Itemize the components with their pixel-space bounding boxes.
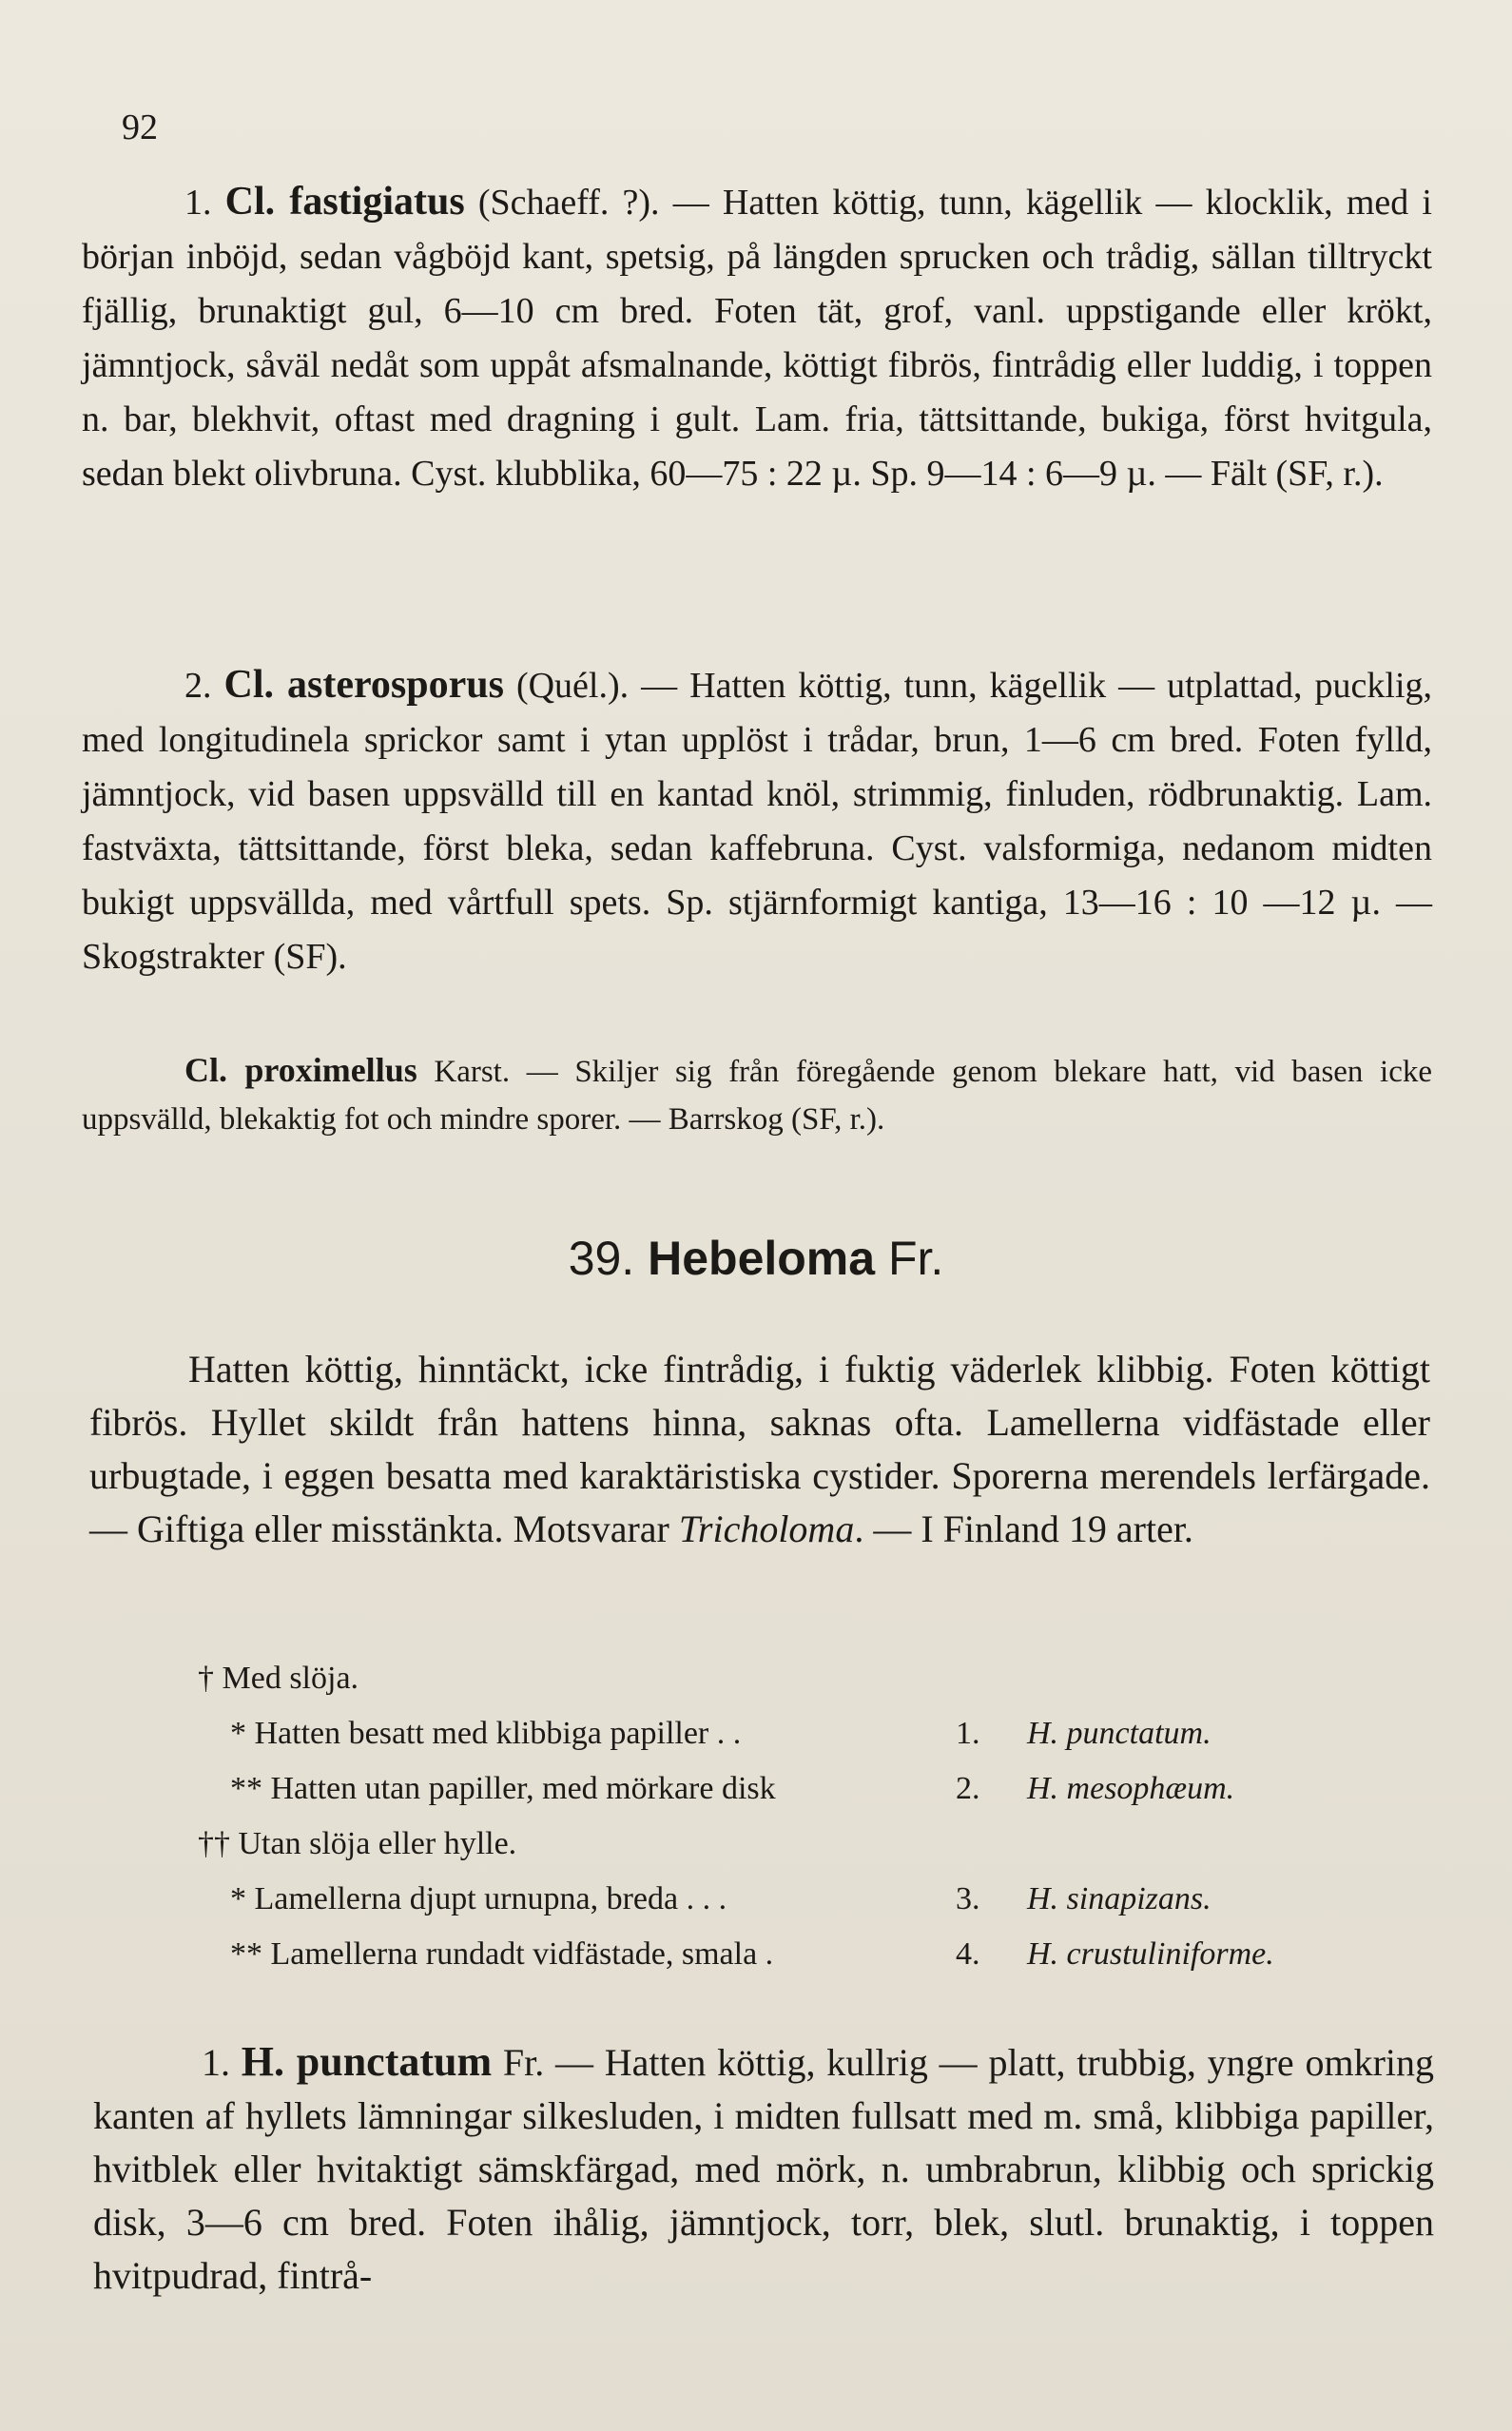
- species-description: Fr. — Hatten köttig, kullrig — platt, trubbig, yngre omkring kanten af hyllets lämningar silkesluden, i midten fullsatt med m. små, klibbiga papiller, hvitblek eller hvitaktigt sämskfärgad, med mörk, n. umbrabrun, klibbig och sprickig disk, 3—6 cm bred. Foten ihålig, jämntjock, torr, blek, slutl. brunaktig, i toppen hvitpudrad, fintrå-: [93, 2041, 1434, 2297]
- entry-number: 1.: [202, 2041, 230, 2084]
- species-name: Cl. proximellus: [184, 1051, 417, 1089]
- key-row: † Med slöja.: [198, 1661, 359, 1696]
- species-entry-fastigiatus: [82, 175, 1432, 501]
- species-name: Cl. asterosporus: [223, 663, 504, 707]
- section-heading: [0, 1231, 1512, 1286]
- species-name: H. punctatum: [241, 2038, 493, 2085]
- document-page: 92 1. Cl. fastigiatus (Schaeff. ?). — Hatten köttig, tunn, kägellik — klocklik, med i början inböjd, sedan vågböjd kant, spetsig, på längden sprucken och trådig, sällan tilltryckt fjällig, brunaktigt gul, 6—10 cm bred. Foten tät, grof, vanl. uppstigande eller krökt, jämntjock, såväl nedåt som uppåt afsmalnande, köttigt fibrös, fintrådig eller luddig, i toppen n. bar, blekhvit, oftast med dragning i gult. Lam. fria, tättsittande, bukiga, först hvitgula, sedan blekt olivbruna. Cyst. klubblika, 60—75 : 22 µ. Sp. 9—14 : 6—9 µ. — Fält (SF, r.). 2. Cl. asterosporus (Quél.). — Hatten köttig, tunn, kägellik — utplattad, pucklig, med longitudinela sprickor samt i ytan upplöst i trådar, brun, 1—6 cm bred. Foten fylld, jämntjock, vid basen uppsvälld till en kantad knöl, strimmig, finluden, rödbrunaktig. Lam. fastväxta, tättsittande, först bleka, sedan kaffebruna. Cyst. valsformiga, nedanom midten bukigt uppsvällda, med vårtfull spets. Sp. stjärnformigt kantiga, 13—16 : 10 —12 µ. — Skogstrakter (SF). Cl. proximellus Karst. — Skiljer sig från föregående genom blekare hatt, vid basen icke uppsvälld, blekaktig fot och mindre sporer. — Barrskog (SF, r.). 39. Hebeloma Fr. Hatten köttig, hinntäckt, icke fintrådig, i fuktig väderlek klibbig. Foten köttigt fibrös. Hyllet skildt från hattens hinna, saknas ofta. Lamellerna vidfästade eller urbugtade, i eggen besatta med karaktäristiska cystider. Sporerna merendels lerfärgade. — Giftiga eller misstänkta. Motsvarar Tricholoma. — I Finland 19 arter. † Med slöja. * Hatten besatt med klibbiga papiller . . 1. H. punctatum. ** Hatten utan papiller, med mörkare disk 2. H. mesophæum. †† Utan slöja eller hylle. * Lamellerna djupt urnupna, breda . . . 3. H. sinapizans. ** Lamellerna rundadt vidfästade, smala . 4. H. crustuliniforme. 1. H. punctatum Fr. — Hatten köttig, kullrig — platt, trubbig, yngre omkring kanten af hyllets lämningar silkesluden, i midten fullsatt med m. små, klibbiga papiller, hvitblek eller hvitaktigt sämskfärgad, med mörk, n. umbrabrun, klibbig och sprickig disk, 3—6 cm bred. Foten ihålig, jämntjock, torr, blek, slutl. brunaktig, i toppen hvitpudrad, fintrå-: [0, 0, 1512, 2431]
- entry-number: 1.: [184, 183, 212, 223]
- species-description: Karst. — Skiljer sig från föregående genom blekare hatt, vid basen icke uppsvälld, blekaktig fot och mindre sporer. — Barrskog (SF, r.).: [82, 1055, 1433, 1137]
- genus-name: Hebeloma: [648, 1232, 876, 1285]
- genus-author: Fr.: [887, 1232, 944, 1285]
- genus-description: [89, 1343, 1430, 1556]
- section-number: 39.: [568, 1232, 635, 1285]
- genus-text: Hatten köttig, hinntäckt, icke fintrådig, i fuktig väderlek klibbig. Foten köttigt fibrös. Hyllet skildt från hattens hinna, saknas ofta. Lamellerna vidfästade eller urbugtade, i eggen besatta med karaktäristiska cystider. Sporerna merendels lerfärgade. — Giftiga eller misstänkta. Motsvarar: [89, 1348, 1430, 1550]
- species-entry-punctatum: [93, 2035, 1434, 2303]
- species-name: Cl. fastigiatus: [224, 180, 465, 224]
- species-description: (Quél.). — Hatten köttig, tunn, kägellik — utplattad, pucklig, med longitudinela sprickor samt i ytan upplöst i trådar, brun, 1—6 cm bred. Foten fylld, jämntjock, vid basen uppsvälld till en kantad knöl, strimmig, finluden, rödbrunaktig. Lam. fastväxta, tättsittande, först bleka, sedan kaffebruna. Cyst. valsformiga, nedanom midten bukigt uppsvällda, med vårtfull spets. Sp. stjärnformigt kantiga, 13—16 : 10 —12 µ. — Skogstrakter (SF).: [82, 666, 1433, 977]
- entry-number: 2.: [184, 666, 212, 706]
- page-number: 92: [122, 107, 158, 147]
- species-description: (Schaeff. ?). — Hatten köttig, tunn, kägellik — klocklik, med i början inböjd, sedan vågböjd kant, spetsig, på längden sprucken och trådig, sällan tilltryckt fjällig, brunaktigt gul, 6—10 cm bred. Foten tät, grof, vanl. uppstigande eller krökt, jämntjock, såväl nedåt som uppåt afsmalnande, köttigt fibrös, fintrådig eller luddig, i toppen n. bar, blekhvit, oftast med dragning i gult. Lam. fria, tättsittande, bukiga, först hvitgula, sedan blekt olivbruna. Cyst. klubblika, 60—75 : 22 µ. Sp. 9—14 : 6—9 µ. — Fält (SF, r.).: [82, 183, 1432, 494]
- species-entry-proximellus: [82, 1046, 1432, 1143]
- genus-text-end: . — I Finland 19 arter.: [854, 1507, 1193, 1550]
- genus-reference: Tricholoma: [678, 1507, 855, 1550]
- species-entry-asterosporus: [82, 658, 1432, 984]
- key-row: †† Utan slöja eller hylle.: [198, 1826, 517, 1861]
